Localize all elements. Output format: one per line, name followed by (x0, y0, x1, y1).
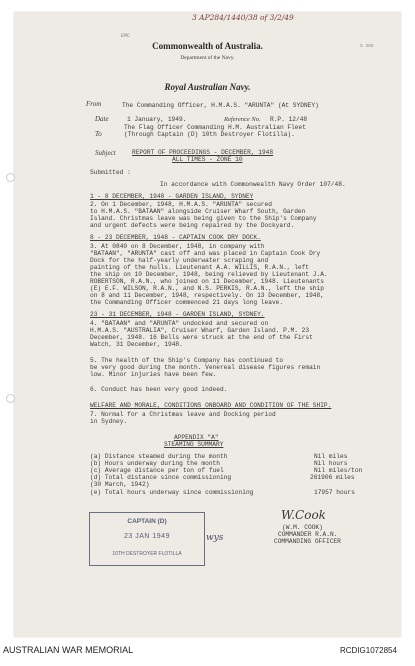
stamp-date: 23 JAN 1949 (124, 533, 170, 540)
welfare-heading: WELFARE AND MORALE, CONDITIONS ONBOARD AND CONDITION OF THE SHIP. (90, 402, 332, 409)
section-2-line: the ship on 10 December, 1948, being relieved by Lieutenant J.A. (90, 271, 328, 278)
section-1-line: to H.M.A.S. "BATAAN" alongside Cruiser Wharf South, Garden (90, 208, 306, 215)
subject-line-2: ALL TIMES - ZONE 10 (172, 156, 243, 163)
section-2-line: on 8 and 11 December, 1948, respectively. On 13 December, 1948, (90, 292, 324, 299)
letterhead-ran: Royal Australian Navy. (164, 82, 251, 92)
punch-hole (6, 173, 15, 182)
section-2-line: ROBERTSON, R.A.N., who joined on 11 December, 1948. Lieutenants (90, 278, 324, 285)
signature-scribble: W.Cook (281, 508, 326, 522)
from-label: From (86, 100, 102, 108)
section-1-line: 2. On 1 December, 1948, H.M.A.S. "ARUNTA" secured (90, 201, 272, 208)
form-number: S 359 (360, 44, 374, 49)
appendix-subtitle: STEAMING SUMMARY (164, 441, 224, 448)
paragraph-5-line: 5. The health of the Ship's Company has continued to (90, 357, 284, 364)
captain-d-stamp (89, 512, 205, 566)
summary-label: (d) Total distance since commissioning (90, 474, 232, 481)
subject-line-1: REPORT OF PROCEEDINGS - DECEMBER, 1948 (132, 149, 274, 156)
section-2-line: the Commanding Officer commenced 21 days long leave. (90, 299, 284, 306)
paragraph-5-line: be very good during the month. Venereal disease figures remain (90, 364, 321, 371)
welfare-line: 7. Normal for a Christmas leave and Docking period (90, 411, 276, 418)
section-3-line: 4. "BATAAN" and "ARUNTA" undocked and secured on (90, 320, 269, 327)
section-2-line: 3. At 0840 on 8 December, 1948, in company with (90, 243, 265, 250)
signature-rank: COMMANDER R.A.N. (278, 531, 338, 538)
letterhead-department: Department of the Navy. (180, 55, 235, 61)
section-3-line: H.M.A.S. "AUSTRALIA", Cruiser Wharf, Garden Island. P.M. 23 (90, 327, 310, 334)
section-2-line: "BATAAN", "ARUNTA" cast off and was placed in Captain Cook Dry (90, 250, 321, 257)
section-1-heading: 1 - 8 DECEMBER, 1948 - GARDEN ISLAND, SYDNEY (90, 193, 254, 200)
section-2-line: painting of the hulls. Lieutenant A.A. WILLIS, R.A.N., left (90, 264, 310, 271)
reference-label: Reference No. (224, 116, 261, 123)
section-2-line: (E) E.F. WILSON, R.A.N., and N.S. PERKIS, R.A.N., left the ship (90, 285, 324, 292)
section-2-heading: 8 - 23 DECEMBER, 1948 - CAPTAIN COOK DRY DOCK. (90, 234, 261, 241)
section-1-line: Island. Christmas leave was being given to the Ship's Company (90, 215, 317, 222)
letterhead-commonwealth: Commonwealth of Australia. (152, 41, 263, 51)
margin-mark-left: EMC (121, 33, 131, 39)
appendix-title: APPENDIX "A" (174, 434, 219, 441)
summary-value: 17957 hours (314, 489, 355, 496)
summary-value: Nil miles/ton (314, 467, 363, 474)
from-value: The Commanding Officer, H.M.A.S. "ARUNTA" (At SYDNEY) (122, 102, 319, 109)
summary-label: (a) Distance steamed during the month (90, 453, 228, 460)
submitted-line: Submitted : (90, 169, 131, 176)
summary-label: (c) Average distance per ton of fuel (90, 467, 224, 474)
section-2-line: Dock for the half-yearly underwater scraping and (90, 257, 269, 264)
punch-hole (6, 394, 15, 403)
section-1-line: and urgent defects were being repaired by the Dockyard. (90, 222, 295, 229)
section-3-line: Watch, 31 December, 1948. (90, 341, 183, 348)
signature-name: (W.M. COOK) (282, 524, 323, 531)
summary-label: (e) Total hours underway since commissioning (90, 489, 254, 496)
to-line-2: (Through Captain (D) 10th Destroyer Flotilla). (124, 131, 295, 138)
summary-value: 261906 miles (310, 474, 355, 481)
summary-value: Nil hours (314, 460, 348, 467)
section-3-line: December, 1948. 16 Bells were struck at the end of the First (90, 334, 313, 341)
stamp-title: CAPTAIN (D) (127, 518, 167, 525)
date-label: Date (95, 115, 109, 123)
stamp-flotilla: 10TH DESTROYER FLOTILLA (112, 551, 182, 557)
paragraph-6: 6. Conduct has been very good indeed. (90, 386, 228, 393)
intro-line: In accordance with Commonwealth Navy Order 107/48. (160, 181, 346, 188)
signature-role: COMMANDING OFFICER (274, 538, 341, 545)
to-label: To (95, 130, 102, 138)
summary-value: Nil miles (314, 453, 348, 460)
archive-name: AUSTRALIAN WAR MEMORIAL (3, 645, 134, 655)
stamp-initials: wys (206, 533, 224, 543)
subject-label: Subject (95, 149, 116, 157)
to-line-1: The Flag Officer Commanding H.M. Australian Fleet (124, 124, 306, 131)
summary-label: (b) Hours underway during the month (90, 460, 220, 467)
date-value: 1 January, 1949. (127, 116, 187, 123)
handwritten-reference: 3 AP284/1440/38 of 3/2/49 (192, 13, 294, 22)
archive-reference: RCDIG1072854 (340, 646, 397, 655)
paragraph-5-line: low. Minor injuries have been few. (90, 371, 217, 378)
document-page (14, 12, 401, 637)
reference-value: R.P. 12/48 (270, 116, 308, 123)
section-3-heading: 23 - 31 DECEMBER, 1948 - GARDEN ISLAND, SYDNEY. (90, 311, 265, 318)
welfare-line: in Sydney. (90, 418, 128, 425)
summary-label: (30 March, 1942) (90, 481, 150, 488)
